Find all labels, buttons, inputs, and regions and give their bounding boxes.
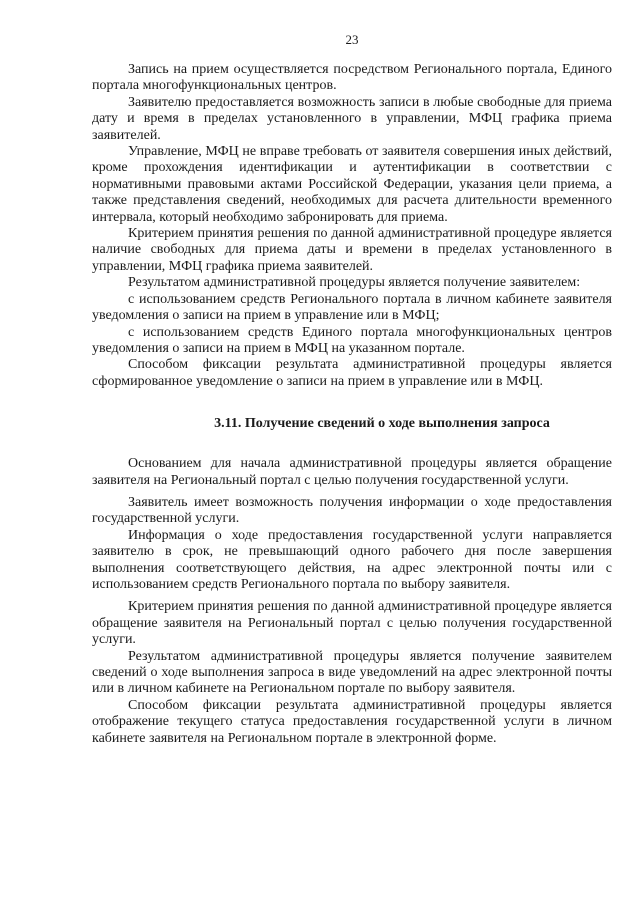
section-request-status-text <box>92 456 612 747</box>
paragraph: Результатом административной процедуры является получение заявителем сведений о ходе выполнения запроса в виде уведомлений на адрес электронной почты или в личном кабинете на Региональном портале по выбору заявителя. <box>92 648 612 697</box>
paragraph: с использованием средств Единого портала многофункциональных центров уведомления о записи на прием в МФЦ на указанном портале. <box>92 324 612 356</box>
section-heading: 3.11. Получение сведений о ходе выполнения запроса <box>214 416 550 432</box>
page-number: 23 <box>345 32 359 47</box>
paragraph: Запись на прием осуществляется посредством Регионального портала, Единого портала многофункциональных центров. <box>92 62 612 94</box>
paragraph: Заявителю предоставляется возможность записи в любые свободные для приема дату и время в пределах установленного в управлении, МФЦ графика приема заявителей. <box>92 94 612 143</box>
paragraph: Заявитель имеет возможность получения информации о ходе предоставления государственной услуги. <box>92 494 612 527</box>
paragraph: Основанием для начала административной процедуры является обращение заявителя на Региональный портал с целью получения государственной услуги. <box>92 456 612 488</box>
paragraph: Результатом административной процедуры является получение заявителем: <box>128 275 581 291</box>
paragraph: Способом фиксации результата административной процедуры является отображение текущего статуса предоставления государственной услуги в личном кабинете заявителя на Региональном портале в электронной форме. <box>92 697 612 746</box>
paragraph: Управление, МФЦ не вправе требовать от заявителя совершения иных действий, кроме прохождения идентификации и аутентификации в соответствии с нормативными правовыми актами Российской Федерации, указания цели приема, а также представления сведений, необходимых для расчета длительности временного интервала, который необходимо забронировать для приема. <box>92 144 612 225</box>
paragraph: Способом фиксации результата административной процедуры является сформированное уведомление о записи на прием в управление или в МФЦ. <box>92 357 612 389</box>
section-appointment-text <box>92 62 612 390</box>
paragraph: Информация о ходе предоставления государственной услуги направляется заявителю в срок, не превышающий одного рабочего дня после завершения выполнения соответствующего действия, на адрес электронной почты или с использованием средств Регионального портала по выбору заявителя. <box>92 527 612 592</box>
paragraph: Критерием принятия решения по данной административной процедуре является наличие свободных для приема даты и времени в пределах установленного в управлении, МФЦ графика приема заявителей. <box>92 226 612 274</box>
paragraph: Критерием принятия решения по данной административной процедуре является обращение заявителя на Региональный портал с целью получения государственной услуги. <box>92 599 612 648</box>
paragraph: с использованием средств Регионального портала в личном кабинете заявителя уведомления о записи на прием в управление или в МФЦ; <box>92 291 612 324</box>
